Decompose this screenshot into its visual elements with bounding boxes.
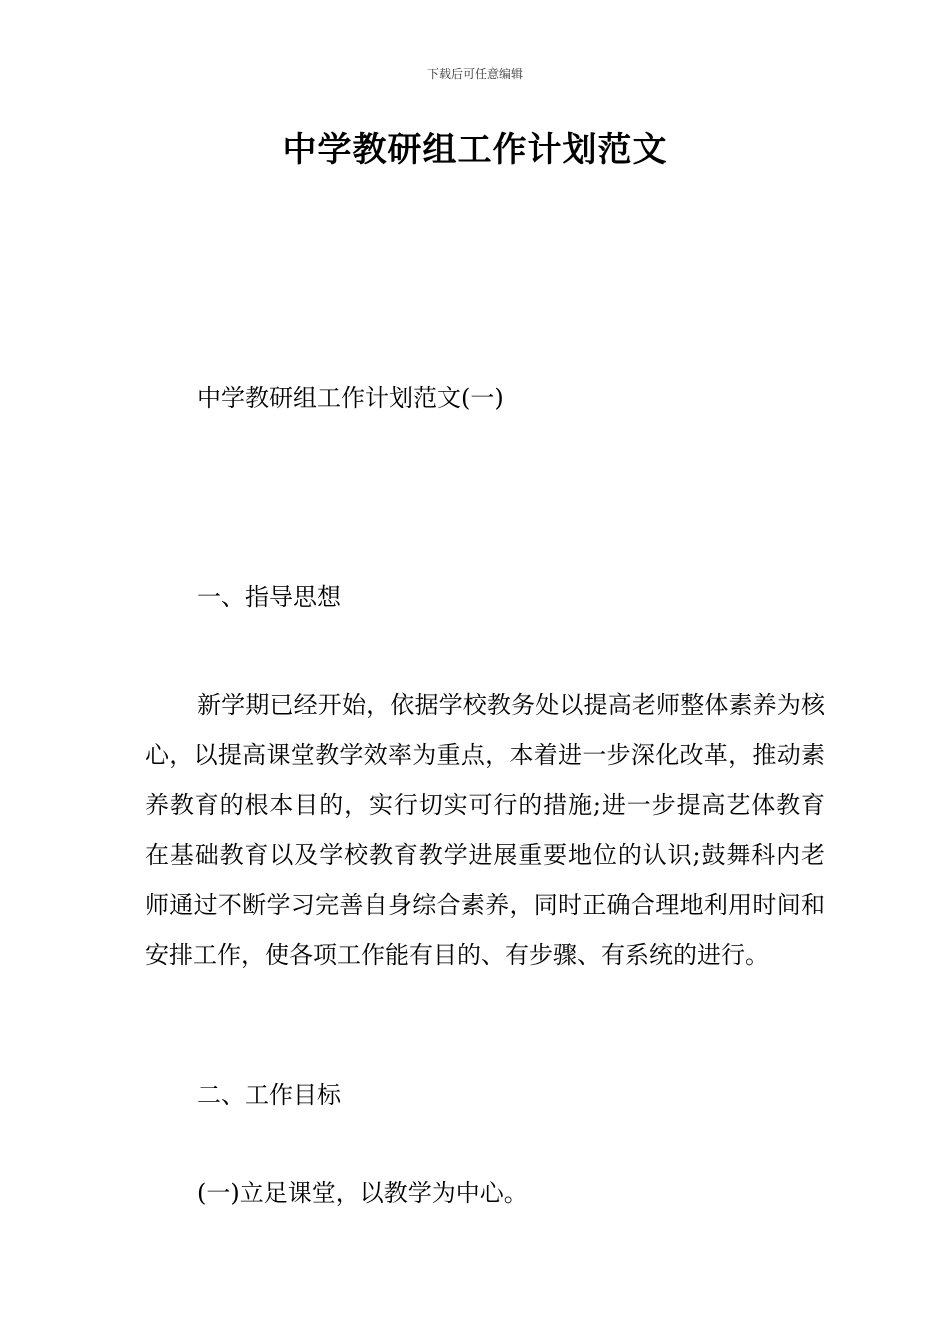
header-note: 下载后可任意编辑 bbox=[426, 67, 523, 81]
document-subtitle: 中学教研组工作计划范文(一) bbox=[197, 384, 504, 412]
section-heading-guiding-ideology: 一、指导思想 bbox=[197, 583, 341, 611]
document-title: 中学教研组工作计划范文 bbox=[282, 130, 668, 170]
section-paragraph-guiding-ideology: 新学期已经开始，依据学校教务处以提高老师整体素养为核心，以提高课堂教学效率为重点，本着进一步深化改革，推动素养教育的根本目的，实行切实可行的措施;进一步提高艺体教育在基础教育以及学校教育教学进展重要地位的认识;鼓舞科内老师通过不断学习完善自身综合素养，同时正确合理地利用时间和安排工作，使各项工作能有目的、有步骤、有系统的进行。 bbox=[145, 691, 825, 969]
section-heading-work-goals: 二、工作目标 bbox=[197, 1081, 341, 1109]
section-item-classroom-focus: (一)立足课堂，以教学为中心。 bbox=[197, 1179, 528, 1207]
